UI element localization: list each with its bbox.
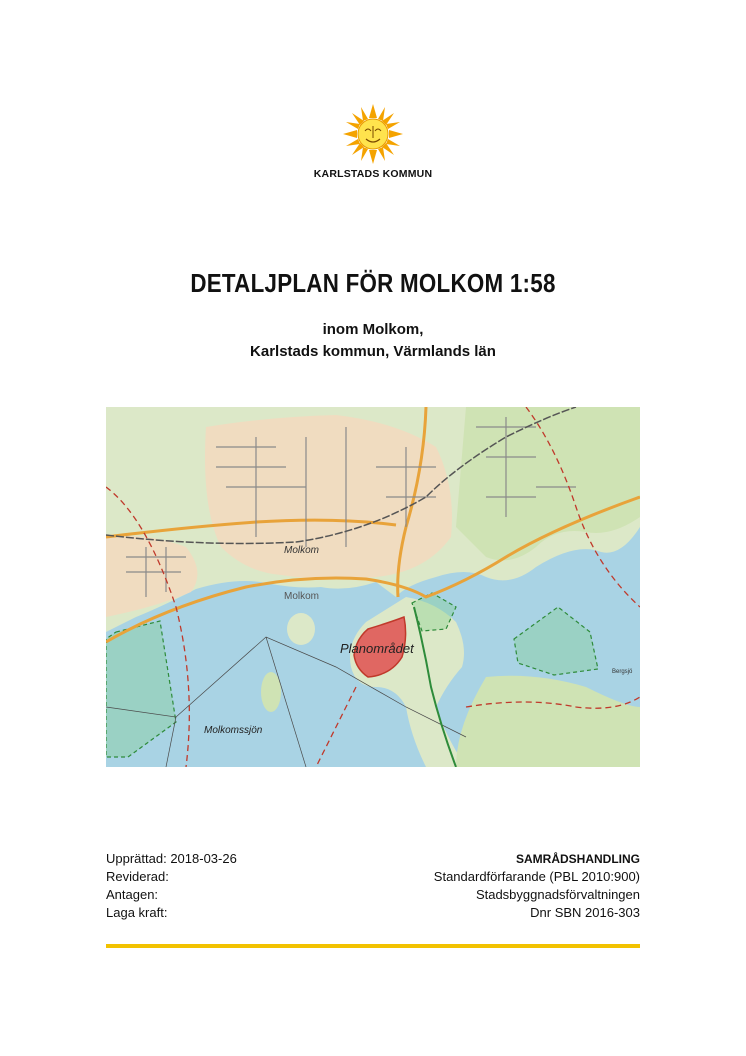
document-subtitle-line2: Karlstads kommun, Värmlands län [250,343,496,360]
map-island [261,672,281,712]
map-label-town-lower: Molkom [284,591,320,602]
date-reviderad: Reviderad: [106,869,169,884]
map-label-edge: Bergsjö [612,669,633,675]
document-title: DETALJPLAN FÖR MOLKOM 1:58 [190,268,556,298]
document-dates [106,850,237,922]
map-label-plan-area: Planområdet [340,641,414,656]
date-laga-kraft: Laga kraft: [106,905,168,920]
document-procedure: Standardförfarande (PBL 2010:900) [433,869,640,884]
document-info [434,850,640,922]
document-subtitle-line1: inom Molkom, [322,321,424,338]
date-upprattad: Upprättad: 2018-03-26 [106,851,237,866]
footer-rule [106,944,640,948]
organization-name: KARLSTADS KOMMUN [313,168,433,180]
date-antagen: Antagen: [106,887,159,902]
document-dnr: Dnr SBN 2016-303 [530,905,640,920]
map-island-small [287,613,315,645]
map-label-lake: Molkomssjön [204,725,263,736]
sun-logo-icon [343,104,403,164]
document-office: Stadsbyggnadsförvaltningen [475,887,640,902]
overview-map [106,407,640,767]
document-status: SAMRÅDSHANDLING [516,852,640,866]
map-label-town-upper: Molkom [284,545,320,556]
